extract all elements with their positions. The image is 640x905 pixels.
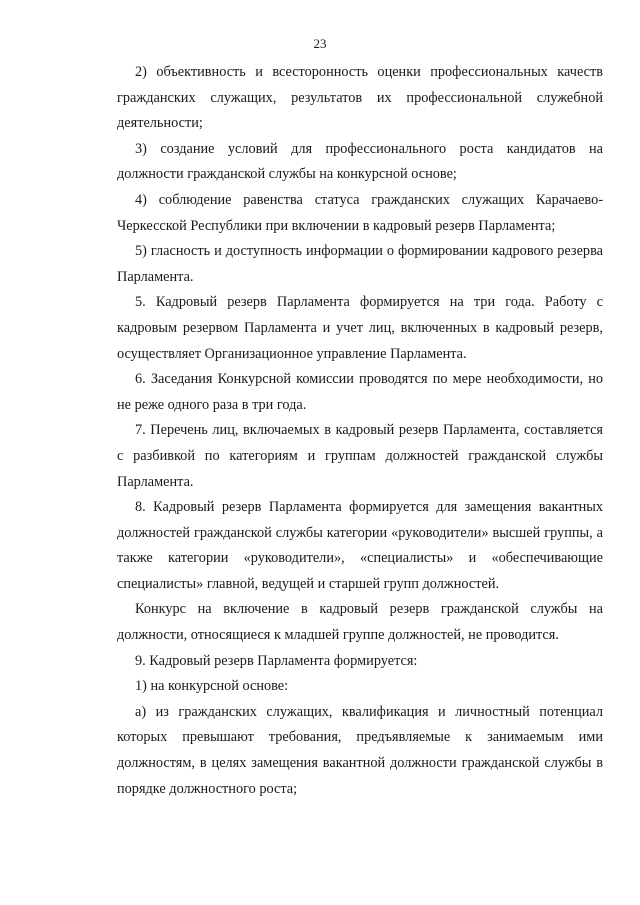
- paragraph-clause-9: 9. Кадровый резерв Парламента формируется:: [135, 652, 418, 669]
- paragraph-subitem-a: а) из гражданских служащих, квалификация и личностный потенциал которых превышают требования, предъявляемые к занимаемым ими должностям, в целях замещения вакантной должности гражданской службы в порядке должностного роста;: [117, 703, 603, 797]
- page-number: 23: [313, 36, 327, 51]
- paragraph-item-3: 3) создание условий для профессионального роста кандидатов на должности гражданской службы на конкурсной основе;: [117, 140, 603, 183]
- paragraph-clause-6: 6. Заседания Конкурсной комиссии проводятся по мере необходимости, но не реже одного раза в три года.: [117, 371, 603, 413]
- paragraph-competition-note: Конкурс на включение в кадровый резерв гражданской службы на должности, относящиеся к младшей группе должностей, не проводится.: [117, 601, 603, 644]
- paragraph-subitem-1: 1) на конкурсной основе:: [135, 678, 289, 695]
- paragraph-item-5: 5) гласность и доступность информации о формировании кадрового резерва Парламента.: [117, 243, 603, 285]
- paragraph-clause-5: 5. Кадровый резерв Парламента формируется на три года. Работу с кадровым резервом Парламента и учет лиц, включенных в кадровый резерв, осуществляет Организационное управление Парламента.: [117, 294, 603, 362]
- document-body: [117, 60, 603, 802]
- paragraph-item-2: 2) объективность и всесторонность оценки профессиональных качеств гражданских служащих, результатов их профессиональной служебной деятельности;: [117, 64, 603, 132]
- paragraph-item-4: 4) соблюдение равенства статуса гражданских служащих Карачаево-Черкесской Республики при включении в кадровый резерв Парламента;: [117, 191, 603, 234]
- paragraph-clause-8: 8. Кадровый резерв Парламента формируется для замещения вакантных должностей гражданской службы категории «руководители» высшей группы, а также категории «руководители», «специалисты» и «обеспечивающие специалисты» главной, ведущей и старшей групп должностей.: [117, 499, 603, 592]
- paragraph-clause-7: 7. Перечень лиц, включаемых в кадровый резерв Парламента, составляется с разбивкой по категориям и группам должностей гражданской службы Парламента.: [117, 422, 603, 490]
